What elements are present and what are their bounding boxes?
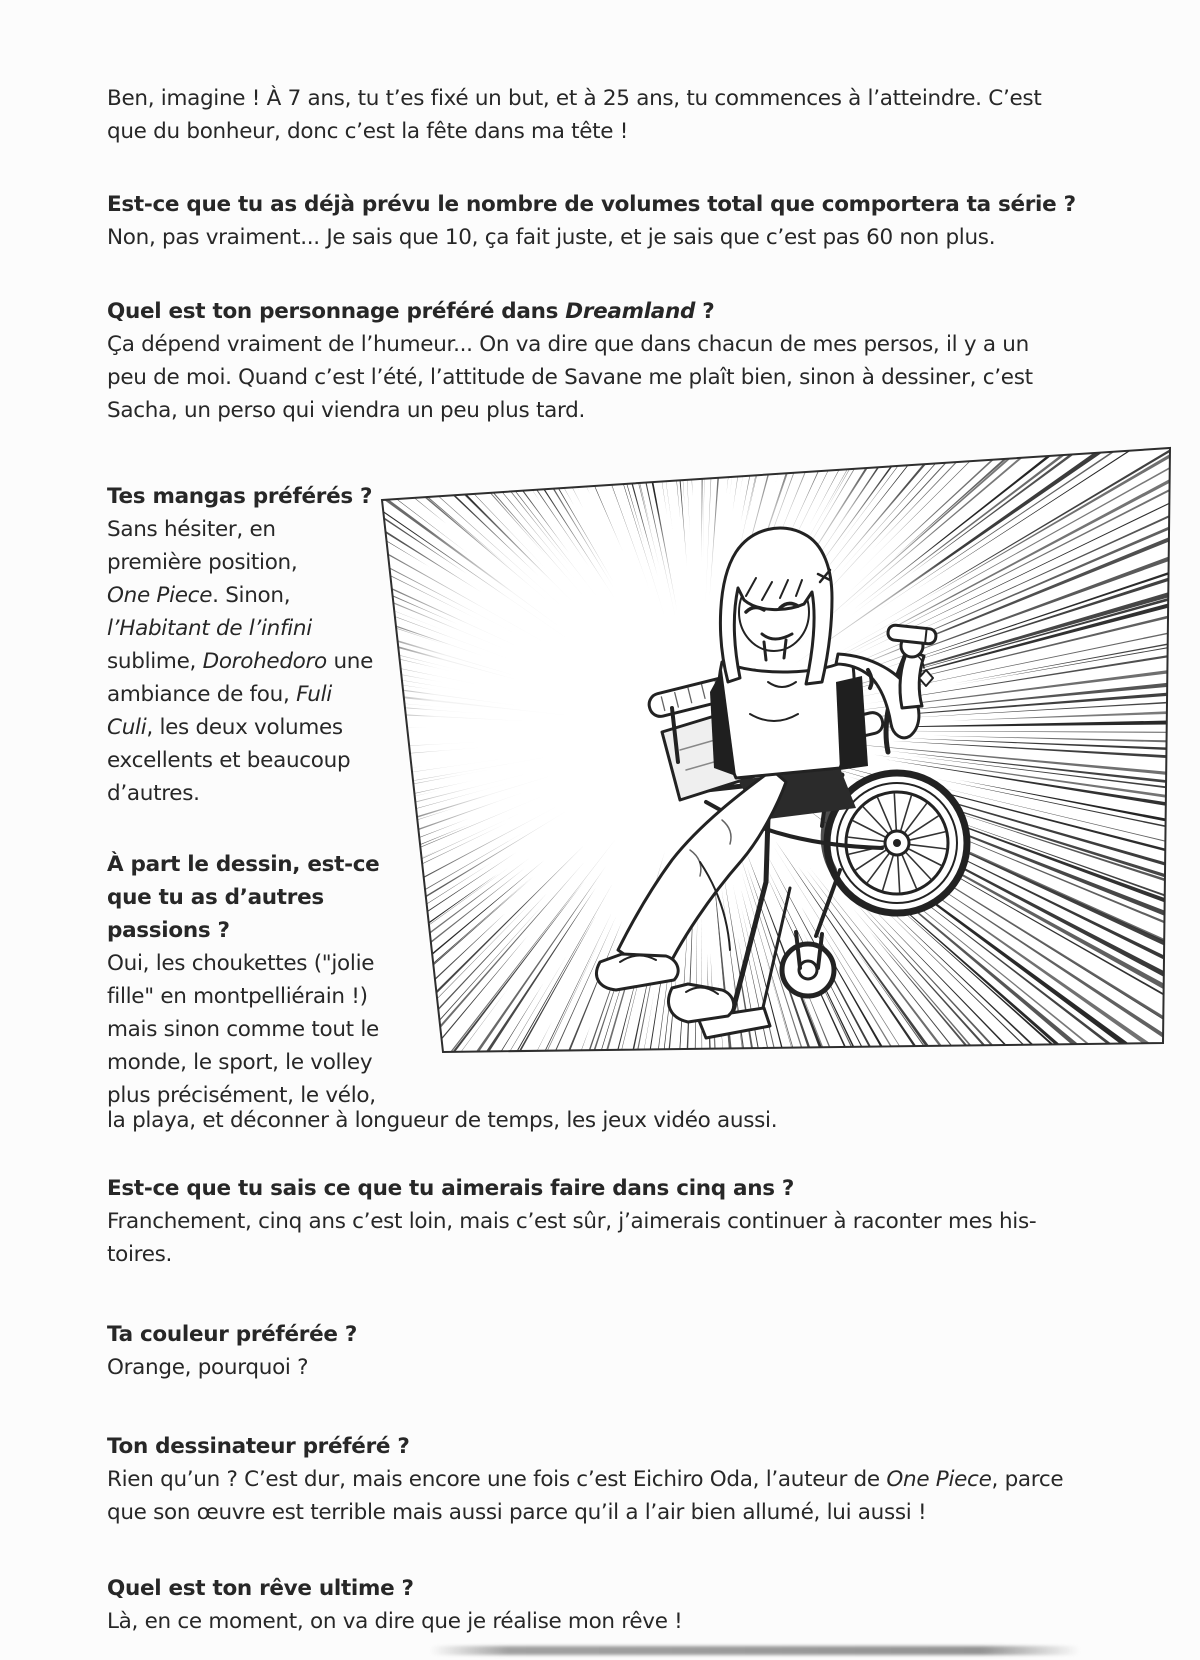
answer-mangas: Sans hésiter, en première position, One Piece. Sinon, l’Habitant de l’infini sublime, Dorohedoro une ambiance de fou, Fuli Culi, les deux volumes excellents et beaucoup d’autres. xyxy=(107,517,374,806)
question-character: Quel est ton personnage préféré dans Dreamland ? xyxy=(107,299,715,324)
answer-five-years: Franchement, cinq ans c’est loin, mais c’est sûr, j’aimerais continuer à raconter mes his- toires. xyxy=(107,1209,1037,1267)
answer-passions-continued: la playa, et déconner à longueur de temps, les jeux vidéo aussi. xyxy=(107,1108,778,1133)
answer-dream: Là, en ce moment, on va dire que je réalise mon rêve ! xyxy=(107,1609,683,1634)
girl-in-wheelchair-drawing xyxy=(370,430,1182,1062)
answer-artist: Rien qu’un ? C’est dur, mais encore une fois c’est Eichiro Oda, l’auteur de One Piece, parce que son œuvre est terrible mais aussi parce qu’il a l’air bien allumé, lui aussi ! xyxy=(107,1467,1064,1525)
question-passions: À part le dessin, est-ce que tu as d’autres passions ? xyxy=(107,852,380,943)
next-page-edge xyxy=(430,1646,1080,1655)
question-mangas: Tes mangas préférés ? xyxy=(107,484,373,509)
answer-volumes: Non, pas vraiment... Je sais que 10, ça fait juste, et je sais que c’est pas 60 non plus. xyxy=(107,225,996,250)
question-artist: Ton dessinateur préféré ? xyxy=(107,1434,410,1459)
answer-intro: Ben, imagine ! À 7 ans, tu t’es fixé un but, et à 25 ans, tu commences à l’atteindre. C’est que du bonheur, donc c’est la fête dans ma tête ! xyxy=(107,86,1042,144)
question-five-years: Est-ce que tu sais ce que tu aimerais faire dans cinq ans ? xyxy=(107,1176,795,1201)
answer-passions-column: Oui, les choukettes ("jolie fille" en montpelliérain !) mais sinon comme tout le monde, le sport, le volley plus précisément, le vélo, xyxy=(107,951,379,1108)
question-volumes: Est-ce que tu as déjà prévu le nombre de volumes total que comportera ta série ? xyxy=(107,192,1076,217)
question-color: Ta couleur préférée ? xyxy=(107,1322,357,1347)
manga-panel-illustration xyxy=(370,430,1182,1062)
answer-character: Ça dépend vraiment de l’humeur... On va dire que dans chacun de mes persos, il y a un peu de moi. Quand c’est l’été, l’attitude de Savane me plaît bien, sinon à dessiner, c’est Sacha, un perso qui viendra un peu plus tard. xyxy=(107,332,1033,423)
answer-color: Orange, pourquoi ? xyxy=(107,1355,309,1380)
question-dream: Quel est ton rêve ultime ? xyxy=(107,1576,414,1601)
